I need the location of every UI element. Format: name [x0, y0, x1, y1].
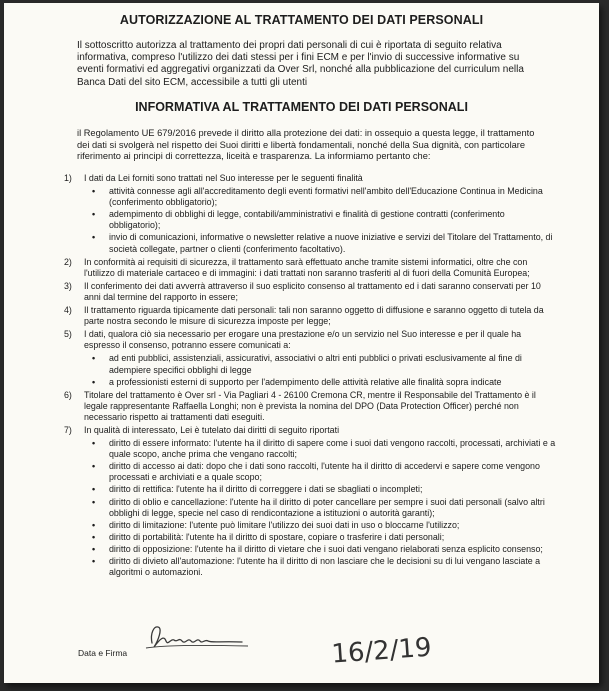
bullet-icon: • — [92, 438, 96, 449]
list-item-number: 5) — [64, 329, 72, 340]
signature-label: Data e Firma — [78, 648, 128, 658]
list-item-text: I dati, qualora ciò sia necessario per erogare una prestazione e/o un servizio nel Suo interesse e per il quale ha espresso il consenso, potranno essere comunicati a: — [84, 329, 522, 351]
consent-paragraph: Il sottoscritto autorizza al trattamento dei propri dati personali di cui è riportata di seguito relativa informativa, compreso l'utilizzo dei dati stessi per i fini ECM e per l'invio di successive informative su eventi formativi ed aggregativi organizzati da Over Srl, nonché alla pubblicazione del curriculum nella Banca Dati del sito ECM, accessibile a tutti gli utenti — [77, 40, 524, 88]
bullet-text: diritto di divieto all'automazione: l'utente ha il diritto di non lasciare che le decisioni su di lui vengano lasciate a algoritmi o automazioni. — [109, 556, 541, 578]
bullet-text: diritto di accesso ai dati: dopo che i dati sono raccolti, l'utente ha il diritto di accedervi e sapere come vengono processati e archiviati e a quale scopo; — [109, 461, 540, 483]
bullet-icon: • — [92, 543, 96, 554]
list-item — [64, 257, 556, 279]
bullet-item — [84, 353, 556, 375]
bullet-text: diritto di limitazione: l'utente può limitare l'utilizzo dei suoi dati in uso o bloccarne l'utilizzo; — [109, 519, 460, 530]
bullet-icon: • — [92, 519, 96, 530]
bullet-item — [84, 497, 556, 519]
list-item-number: 3) — [64, 280, 72, 291]
bullet-list — [84, 438, 556, 578]
bullet-item — [84, 484, 556, 495]
bullet-text: diritto di oblio e cancellazione: l'utente ha il diritto di poter cancellare per sempre i suoi dati personali (salvo altri obblighi di legge, specie nel caso di rendicontazione a istituzioni o autorità garanti); — [109, 496, 545, 518]
list-item-number: 7) — [64, 424, 72, 435]
bullet-icon: • — [92, 556, 96, 566]
section-title: INFORMATIVA AL TRATTAMENTO DEI DATI PERSONALI — [135, 100, 468, 114]
handwritten-date-text: 16/2/19 — [330, 632, 433, 670]
bullet-item — [84, 461, 556, 483]
list-item — [64, 305, 556, 327]
bullet-item — [84, 377, 556, 388]
bullet-text: a professionisti esterni di supporto per l'adempimento delle attività relative alle finalità sopra indicate — [109, 376, 502, 387]
bullet-text: ad enti pubblici, assistenziali, assicurativi, associativi o altri enti pubblici o privati esclusivamente al fine di adempiere specifici obblighi di legge — [109, 353, 522, 375]
list-item-number: 1) — [64, 173, 72, 183]
bullet-icon: • — [92, 461, 96, 472]
list-item-text: I dati da Lei forniti sono trattati nel Suo interesse per le seguenti finalità — [84, 173, 363, 183]
bullet-text: diritto di portabilità: l'utente ha il diritto di spostare, copiare o trasferire i dati personali; — [109, 531, 445, 542]
bullet-list — [84, 353, 556, 387]
bullet-icon: • — [92, 232, 96, 243]
bullet-icon: • — [92, 496, 96, 507]
bullet-item — [84, 544, 556, 555]
page-title: AUTORIZZAZIONE AL TRATTAMENTO DEI DATI PERSONALI — [119, 13, 484, 27]
bullet-item — [84, 520, 556, 531]
list-item — [64, 173, 556, 255]
bullet-icon: • — [92, 353, 96, 364]
handwritten-signature — [144, 621, 254, 653]
bullet-item — [84, 186, 556, 208]
document-page — [4, 3, 599, 683]
bullet-item — [84, 209, 556, 231]
list-item — [64, 390, 556, 423]
list-item — [64, 281, 556, 303]
bullet-icon: • — [92, 209, 96, 220]
bullet-text: adempimento di obblighi di legge, contabili/amministrativi e finalità di gestione contratti (conferimento obbligatorio); — [109, 209, 505, 231]
bullet-text: diritto di rettifica: l'utente ha il diritto di correggere i dati se sbagliati o incompleti; — [109, 484, 423, 495]
lead-paragraph: il Regolamento UE 679/2016 prevede il diritto alla protezione dei dati: in ossequio a questa legge, il trattamento dei dati si svolgerà nel rispetto dei Suoi diritti e libertà fondamentali, nonché della Sua dignità, con particolare riferimento ai principi di correttezza, liceità e trasparenza. La informiamo pertanto che: — [77, 128, 535, 162]
numbered-list — [64, 173, 556, 580]
list-item-number: 2) — [64, 256, 72, 267]
list-item — [64, 425, 556, 578]
list-item-text: Il conferimento dei dati avverrà attraverso il suo esplicito consenso al trattamento ed i dati saranno conservati per 10 anni dal termine del rapporto in essere; — [84, 280, 541, 302]
bullet-icon: • — [92, 376, 96, 387]
list-item-text: In conformità ai requisiti di sicurezza, il trattamento sarà effettuato anche tramite sistemi informatici, oltre che con l'utilizzo di materiale cartaceo e di immagini: i dati trattati non saranno trasferiti al di fuori della Comunità Europea; — [84, 256, 530, 278]
list-item-text: In qualità di interessato, Lei è tutelato dai diritti di seguito riportati — [84, 424, 340, 435]
list-item — [64, 329, 556, 387]
bullet-icon: • — [92, 186, 96, 197]
list-item-text: Titolare del trattamento è Over srl - Via Pagliari 4 - 26100 Cremona CR, mentre il Responsabile del Trattamento è il legale rappresentante Raffaella Longhi; non è prevista la nomina del DPO (Data Protection Officer) perché non necessario rispetto ai trattamenti dati eseguiti. — [84, 389, 536, 422]
bullet-item — [84, 232, 556, 254]
list-item-number: 4) — [64, 305, 72, 316]
bullet-item — [84, 556, 556, 578]
bullet-text: attività connesse agli all'accreditamento degli eventi formativi nell'ambito dell'Educazione Continua in Medicina (conferimento obbligatorio); — [109, 186, 543, 208]
bullet-text: diritto di essere informato: l'utente ha il diritto di sapere come i suoi dati vengono raccolti, processati, archiviati e a quale scopo, anche prima che vengano raccolti; — [109, 438, 556, 460]
bullet-text: diritto di opposizione: l'utente ha il diritto di vietare che i suoi dati vengano rielaborati senza esplicito consenso; — [109, 543, 543, 554]
bullet-item — [84, 532, 556, 543]
bullet-icon: • — [92, 531, 96, 542]
bullet-item — [84, 438, 556, 460]
list-item-number: 6) — [64, 389, 72, 400]
handwritten-date — [329, 626, 433, 670]
list-item-text: Il trattamento riguarda tipicamente dati personali: tali non saranno oggetto di diffusione e saranno oggetto di tutela da parte nostra secondo le misure di sicurezza imposte per legge; — [84, 305, 544, 327]
bullet-text: invio di comunicazioni, informative o newsletter relative a nuove iniziative e servizi del Titolare del Trattamento, di società collegate, partner o clienti (conferimento facoltativo). — [109, 232, 553, 254]
bullet-icon: • — [92, 484, 96, 495]
bullet-list — [84, 186, 556, 255]
